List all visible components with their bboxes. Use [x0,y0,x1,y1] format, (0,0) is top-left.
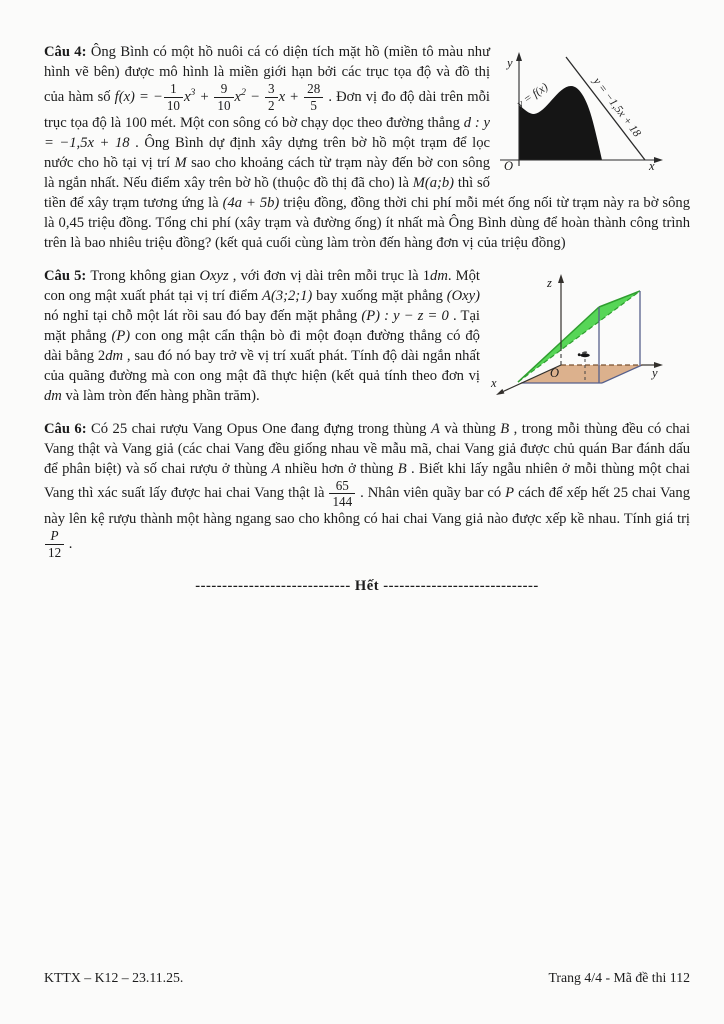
question-5 [44,266,690,406]
q4-text: Câu 4: Ông Bình có một hồ nuôi cá có diện tích mặt hồ (miền tô màu như hình vẽ bên) được mô hình là miền giới hạn bởi các trục tọa độ và đồ thị của hàm số f(x) = − $\frac{1}{10}$ $x^3$ + $\frac{9}{10}$ $x^2$ − $\frac{3}{2}$ x + $\frac{28}{5}$ . Đơn vị đo độ dài trên mỗi trục tọa độ là 100 mét. Một con sông có bờ chạy dọc theo đường thẳng d : y = −1,5x + 18 . Ông Bình dự định xây dựng trên bờ hồ một trạm để lọc nước cho hồ tại vị trí M sao cho khoảng cách từ trạm này đến bờ con sông là ngắn nhất. Nếu điểm xây trên bờ hồ (thuộc đồ thị đã cho) là M(a;b) thì số tiền để xây trạm tương ứng là (4a + 5b) triệu đồng, đồng thời chi phí mỗi mét ống nối từ trạm này ra bờ sông là 0,45 triệu đồng. Tổng chi phí (xây trạm và đường ống) ít nhất mà Ông Bình dùng để hoàn thành công trình trên là bao nhiêu triệu đồng? (kết quả cuối cùng làm tròn đến hàng đơn vị của triệu đồng) [44,44,690,251]
divider-dashes-right: ----------------------------- [383,577,539,594]
q4-river-line-label: y = −1,5x + 18 [590,75,643,140]
q4-x-axis-label: x [649,159,655,170]
end-divider [44,578,690,595]
q5-x-axis-label: x [491,375,497,390]
q5-figure-3d-plane [486,268,690,406]
divider-dashes-left: ----------------------------- [195,577,351,594]
question-4 [44,42,690,253]
q4-origin-label: O [504,159,514,170]
page-content [44,42,690,595]
divider-label: Hết [354,577,380,594]
q5-origin-label: O [550,365,560,380]
q5-z-axis-label: z [547,275,552,290]
bee-icon [578,350,590,356]
footer-exam-code: KTTX – K12 – 23.11.25. [44,970,184,985]
q4-curve-label: y = f(x) [514,81,551,111]
footer [44,970,690,986]
q5-base-plane [521,365,642,383]
q4-y-axis-label: y [507,56,513,70]
question-6 [44,419,690,560]
q4-figure-lake-graph [498,48,690,170]
q6-text: Câu 6: Có 25 chai rượu Vang Opus One đang đựng trong thùng A và thùng B , trong mỗi thùng đều có chai Vang thật và Vang giả (các chai Vang đều giống nhau về mẫu mã, chai Vang giả được chủ quán Bar đánh dấu để phân biệt) và số chai rượu ở thùng A nhiều hơn ở thùng B . Biết khi lấy ngẫu nhiên ở mỗi thùng một chai Vang thì xác suất lấy được hai chai Vang thật là $\frac{65}{144}$ . Nhân viên quầy bar có P cách để xếp hết 25 chai Vang này lên kệ rượu thành một hàng ngang sao cho không có hai chai Vang giả nào được xếp kề nhau. Tính giá trị $\frac{P}{12}$ . [44,420,691,560]
q5-text: Câu 5: Trong không gian Oxyz , với đơn vị dài trên mỗi trục là 1dm. Một con ong mật xuất phát tại vị trí điểm A(3;2;1) bay xuống mặt phẳng (Oxy) nó nghỉ tại chỗ một lát rồi sau đó bay đến mặt phẳng (P) : y − z = 0 . Tại mặt phẳng (P) con ong mật cẩn thận bò đi một đoạn đường thẳng có độ dài bằng 2dm , sau đó nó bay trở về vị trí xuất phát. Tính độ dài ngắn nhất của quãng đường mà con ong mật đã thực hiện (kết quả tính theo đơn vị dm và làm tròn đến hàng phần trăm). [44,267,481,404]
footer-page-number: Trang 4/4 - Mã đề thi 112 [548,970,690,985]
q5-y-axis-label: y [652,365,658,380]
